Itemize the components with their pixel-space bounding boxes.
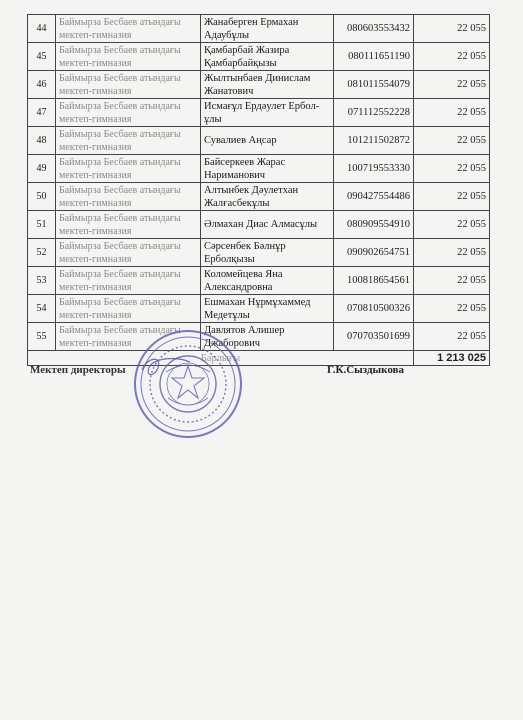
student-id: 070703501699	[334, 323, 414, 351]
payment-amount: 22 055	[414, 99, 490, 127]
payment-amount: 22 055	[414, 267, 490, 295]
student-id: 080909554910	[334, 211, 414, 239]
table-row	[28, 183, 490, 211]
student-id: 101211502872	[334, 127, 414, 155]
payment-amount: 22 055	[414, 71, 490, 99]
student-name: Сувалиев Аңсар	[201, 127, 334, 155]
school-name: Баймырза Бесбаев атындағы мектеп-гимназия	[56, 15, 201, 43]
student-id: 070810500326	[334, 295, 414, 323]
payment-amount: 22 055	[414, 239, 490, 267]
table-row	[28, 43, 490, 71]
student-name: Исмағұл Ердәулет Ерболұлы	[201, 99, 334, 127]
school-name: Баймырза Бесбаев атындағы мектеп-гимназия	[56, 295, 201, 323]
payment-amount: 22 055	[414, 43, 490, 71]
student-id: 100818654561	[334, 267, 414, 295]
table-row	[28, 295, 490, 323]
payment-amount: 22 055	[414, 155, 490, 183]
student-name: Қамбарбай Жазира Қамбарбайқызы	[201, 43, 334, 71]
row-number: 46	[28, 71, 56, 99]
school-name: Баймырза Бесбаев атындағы мектеп-гимназия	[56, 183, 201, 211]
student-payment-table	[27, 14, 490, 366]
student-id: 090902654751	[334, 239, 414, 267]
official-seal-icon	[132, 328, 244, 440]
student-id: 080111651190	[334, 43, 414, 71]
row-number: 47	[28, 99, 56, 127]
student-name: Байсеркеев Жарас Нариманович	[201, 155, 334, 183]
row-number: 55	[28, 323, 56, 351]
row-number: 48	[28, 127, 56, 155]
student-id: 090427554486	[334, 183, 414, 211]
row-number: 44	[28, 15, 56, 43]
payment-amount: 22 055	[414, 295, 490, 323]
school-name: Баймырза Бесбаев атындағы мектеп-гимназия	[56, 43, 201, 71]
director-title: Мектеп директоры	[30, 364, 126, 376]
student-name: Жылтынбаев Динислам Жанатович	[201, 71, 334, 99]
row-number: 54	[28, 295, 56, 323]
student-name: Әлмахан Диас Алмасұлы	[201, 211, 334, 239]
table-row	[28, 239, 490, 267]
payment-amount: 22 055	[414, 323, 490, 351]
row-number: 52	[28, 239, 56, 267]
row-number: 53	[28, 267, 56, 295]
handwritten-signature-icon	[136, 352, 196, 382]
payment-amount: 22 055	[414, 15, 490, 43]
row-number: 49	[28, 155, 56, 183]
school-name: Баймырза Бесбаев атындағы мектеп-гимназия	[56, 239, 201, 267]
table-row	[28, 323, 490, 351]
payment-amount: 22 055	[414, 211, 490, 239]
student-id: 100719553330	[334, 155, 414, 183]
student-name: Коломейцева Яна Александровна	[201, 267, 334, 295]
student-name: Давлятов Алишер Джаборович	[201, 323, 334, 351]
student-name: Алтынбек Дәулетхан Жалғасбекұлы	[201, 183, 334, 211]
school-name: Баймырза Бесбаев атындағы мектеп-гимназия	[56, 267, 201, 295]
table-row	[28, 211, 490, 239]
table-row	[28, 155, 490, 183]
school-name: Баймырза Бесбаев атындағы мектеп-гимназия	[56, 71, 201, 99]
school-name: Баймырза Бесбаев атындағы мектеп-гимназия	[56, 155, 201, 183]
student-name: Сәрсенбек Бәлнұр Ерболқызы	[201, 239, 334, 267]
table-row	[28, 127, 490, 155]
row-number: 50	[28, 183, 56, 211]
student-id: 080603553432	[334, 15, 414, 43]
row-number: 45	[28, 43, 56, 71]
student-name: Жанаберген Ермахан Адаубұлы	[201, 15, 334, 43]
total-value: 1 213 025	[414, 351, 490, 366]
student-id: 071112552228	[334, 99, 414, 127]
table-row	[28, 71, 490, 99]
table-row	[28, 15, 490, 43]
table-row	[28, 267, 490, 295]
school-name: Баймырза Бесбаев атындағы мектеп-гимназия	[56, 99, 201, 127]
student-id: 081011554079	[334, 71, 414, 99]
total-label: Барлығы	[28, 351, 414, 366]
table-row	[28, 99, 490, 127]
payment-amount: 22 055	[414, 183, 490, 211]
row-number: 51	[28, 211, 56, 239]
school-name: Баймырза Бесбаев атындағы мектеп-гимназия	[56, 323, 201, 351]
student-name: Ешмахан Нұрмұхаммед Медетұлы	[201, 295, 334, 323]
school-name: Баймырза Бесбаев атындағы мектеп-гимназия	[56, 211, 201, 239]
payment-amount: 22 055	[414, 127, 490, 155]
school-name: Баймырза Бесбаев атындағы мектеп-гимназия	[56, 127, 201, 155]
director-name: Г.К.Сыздыкова	[327, 364, 404, 376]
